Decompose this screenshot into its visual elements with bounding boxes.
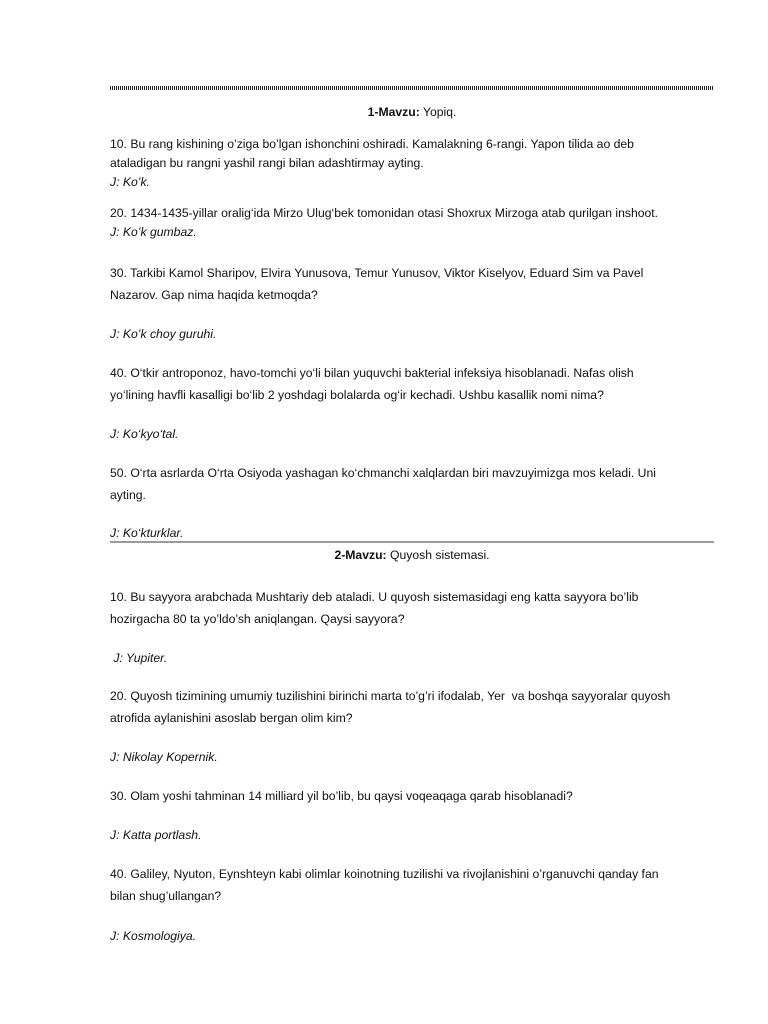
topic2-q40-line2: bilan shug’ullangan? xyxy=(110,889,222,903)
topic1-q50-line2: ayting. xyxy=(110,488,146,502)
topic1-a40: J: Ko‘kyo‘tal. xyxy=(110,427,179,441)
topic2-q40-line1: 40. Galiley, Nyuton, Eynshteyn kabi olimlar koinotning tuzilishi va rivojlanishini o’rganuvchi qanday fan xyxy=(110,867,659,881)
topic2-a10: J: Yupiter. xyxy=(110,651,168,665)
topic1-heading xyxy=(110,104,714,120)
topic1-q40-line2: yo‘lining havfli kasalligi bo‘lib 2 yoshdagi bolalarda og‘ir kechadi. Ushbu kasallik nomi nima? xyxy=(110,388,604,402)
topic2-a20: J: Nikolay Kopernik. xyxy=(110,750,218,764)
topic1-q50-line1: 50. O‘rta asrlarda O‘rta Osiyoda yashagan ko‘chmanchi xalqlardan biri mavzuyimizga mos keladi. Uni xyxy=(110,466,656,480)
topic1-q10-line1: 10. Bu rang kishining o’ziga bo’lgan ishonchini oshiradi. Kamalakning 6-rangi. Yapon tilida ao deb xyxy=(110,137,634,151)
topic2-q10-line2: hozirgacha 80 ta yo’ldo’sh aniqlangan. Qaysi sayyora? xyxy=(110,612,405,626)
topic1-heading-title: Yopiq. xyxy=(419,105,457,119)
topic1-q10-line2: ataladigan bu rangni yashil rangi bilan adashtirmay ayting. xyxy=(110,156,424,170)
topic2-a40: J: Kosmologiya. xyxy=(110,929,197,943)
top-dotted-divider xyxy=(110,86,714,90)
topic2-q20-line2: atrofida aylanishini asoslab bergan olim kim? xyxy=(110,711,353,725)
section-divider xyxy=(110,541,714,543)
topic2-a30: J: Katta portlash. xyxy=(110,828,202,842)
topic1-q30-line1: 30. Tarkibi Kamol Sharipov, Elvira Yunusova, Temur Yunusov, Viktor Kiselyov, Eduard Sim va Pavel xyxy=(110,266,644,280)
topic1-q30-line2: Nazarov. Gap nima haqida ketmoqda? xyxy=(110,288,318,302)
topic1-a30: J: Ko’k choy guruhi. xyxy=(110,327,217,341)
topic1-a10: J: Ko’k. xyxy=(110,175,150,189)
topic2-heading xyxy=(110,547,714,563)
topic2-q10-line1: 10. Bu sayyora arabchada Mushtariy deb ataladi. U quyosh sistemasidagi eng katta sayyora bo’lib xyxy=(110,590,639,604)
topic2-q20-line1: 20. Quyosh tizimining umumiy tuzilishini birinchi marta to’g’ri ifodalab, Yer va boshqa sayyoralar quyosh xyxy=(110,689,671,703)
topic2-heading-label: 2-Mavzu: xyxy=(334,548,387,562)
topic1-a20: J: Ko’k gumbaz. xyxy=(110,225,197,239)
topic1-heading-label: 1-Mavzu: xyxy=(367,105,420,119)
topic2-q30: 30. Olam yoshi tahminan 14 milliard yil bo’lib, bu qaysi voqeaqaga qarab hisoblanadi? xyxy=(110,789,573,803)
topic1-q20: 20. 1434-1435-yillar oralig‘ida Mirzo Ulug‘bek tomonidan otasi Shoxrux Mirzoga atab qurilgan inshoot. xyxy=(110,206,659,220)
topic1-a50: J: Ko‘kturklar. xyxy=(110,526,184,540)
topic1-q40-line1: 40. O‘tkir antroponoz, havo-tomchi yo‘li bilan yuquvchi bakterial infeksiya hisoblanadi. Nafas olish xyxy=(110,366,634,380)
topic2-heading-title: Quyosh sistemasi. xyxy=(386,548,490,562)
